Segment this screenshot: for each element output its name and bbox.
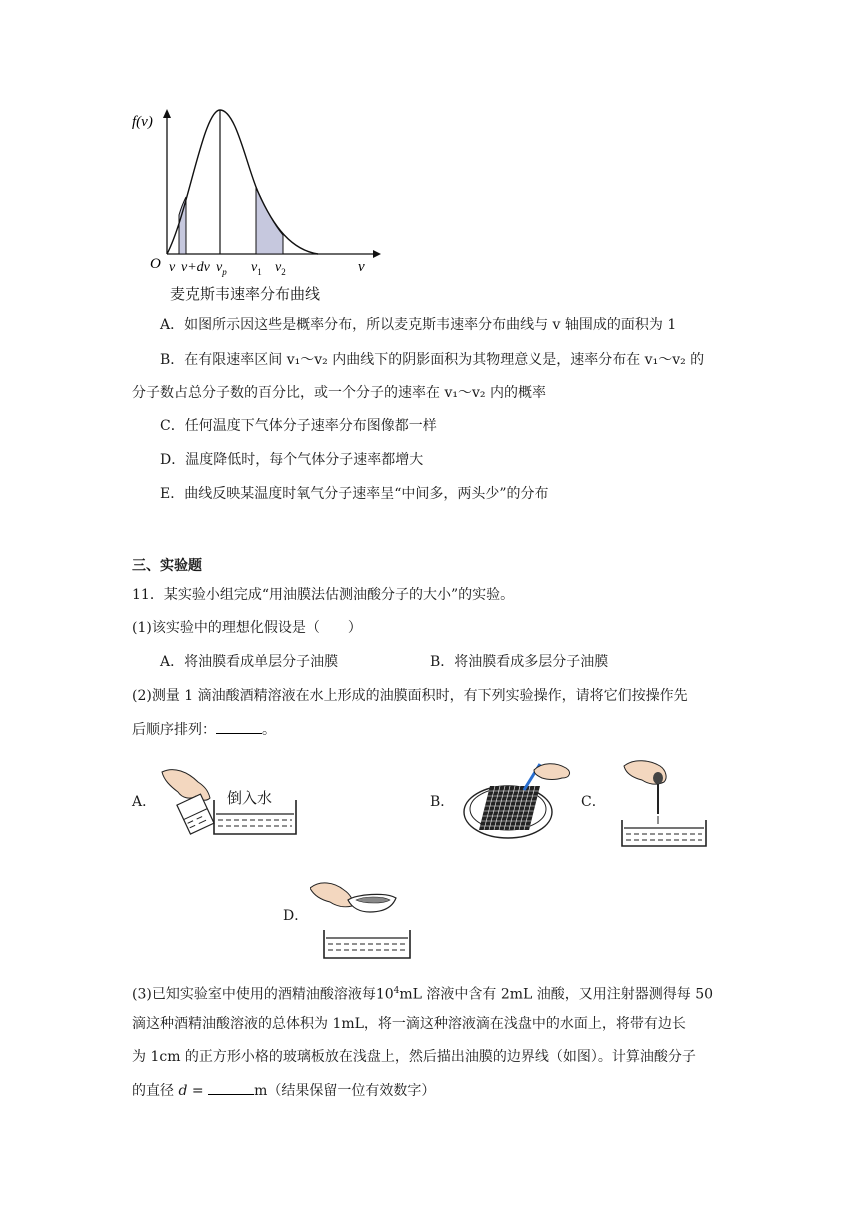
- fig-d-label: D．: [283, 908, 309, 924]
- option-b-line1: B．在有限速率区间 v₁～v₂ 内曲线下的阴影面积为其物理意义是，速率分布在 v₁～v₂ 的: [160, 352, 705, 368]
- y-axis-label: f(v): [132, 114, 153, 130]
- q11-part1: (1)该实验中的理想化假设是（ ）: [132, 620, 362, 636]
- q11-stem: 11．某实验小组完成“用油膜法估测油酸分子的大小”的实验。: [132, 587, 515, 603]
- sprinkle-powder-figure: [310, 876, 425, 962]
- x-axis-label: v: [358, 259, 365, 275]
- grid-plate-figure: [462, 760, 574, 842]
- q11-part3-line3: 为 1cm 的正方形小格的玻璃板放在浅盘上，然后描出油膜的边界线（如图）。计算油酸分子: [132, 1049, 696, 1065]
- fig-c-label: C．: [581, 794, 606, 810]
- q11-part3-line4: 的直径 d = m（结果保留一位有效数字）: [132, 1080, 435, 1101]
- answer-blank-diameter: [208, 1080, 254, 1095]
- distribution-curve: [167, 110, 318, 254]
- pour-water-label: 倒入水: [227, 789, 273, 807]
- option-a: A．如图所示因这些是概率分布，所以麦克斯韦速率分布曲线与 v 轴围成的面积为 1: [160, 317, 677, 333]
- q11-part3-line1: (3)已知实验室中使用的酒精油酸溶液每$10^4mL$ 溶液中含有 2mL 油酸，又用注射器测得每 50: [132, 986, 714, 1003]
- tick-v1: $v_1$: [251, 260, 262, 277]
- tick-vp: $v_p$: [216, 260, 227, 277]
- q11-part2-line1: (2)测量 1 滴油酸酒精溶液在水上形成的油膜面积时，有下列实验操作，请将它们按操作先: [132, 688, 688, 704]
- tick-v-dv: v+dv: [181, 260, 210, 275]
- option-c: C．任何温度下气体分子速率分布图像都一样: [160, 418, 437, 434]
- fig-a-label: A．: [132, 794, 157, 810]
- q11-part2-line2: 后顺序排列： 。: [132, 719, 276, 740]
- tick-v2: $v_2$: [275, 260, 286, 277]
- dropper-figure: [614, 758, 714, 850]
- graph-caption: 麦克斯韦速率分布曲线: [170, 285, 321, 303]
- section-title: 三、实验题: [132, 558, 202, 574]
- q11-part1-option-b: B．将油膜看成多层分子油膜: [430, 654, 609, 670]
- option-e: E．曲线反映某温度时氧气分子速率呈“中间多，两头少”的分布: [160, 486, 549, 502]
- option-b-line2: 分子数占总分子数的百分比，或一个分子的速率在 v₁～v₂ 内的概率: [132, 385, 546, 401]
- q11-part1-option-a: A．将油膜看成单层分子油膜: [160, 654, 339, 670]
- tick-v: v: [169, 260, 176, 275]
- maxwell-distribution-figure: [128, 104, 388, 304]
- option-d: D．温度降低时，每个气体分子速率都增大: [160, 452, 424, 468]
- answer-blank: [216, 719, 262, 734]
- q11-part3-line2: 滴这种酒精油酸溶液的总体积为 1mL，将一滴这种溶液滴在浅盘中的水面上，将带有边长: [132, 1016, 686, 1032]
- origin-label: O: [150, 256, 161, 272]
- fig-b-label: B．: [430, 794, 455, 810]
